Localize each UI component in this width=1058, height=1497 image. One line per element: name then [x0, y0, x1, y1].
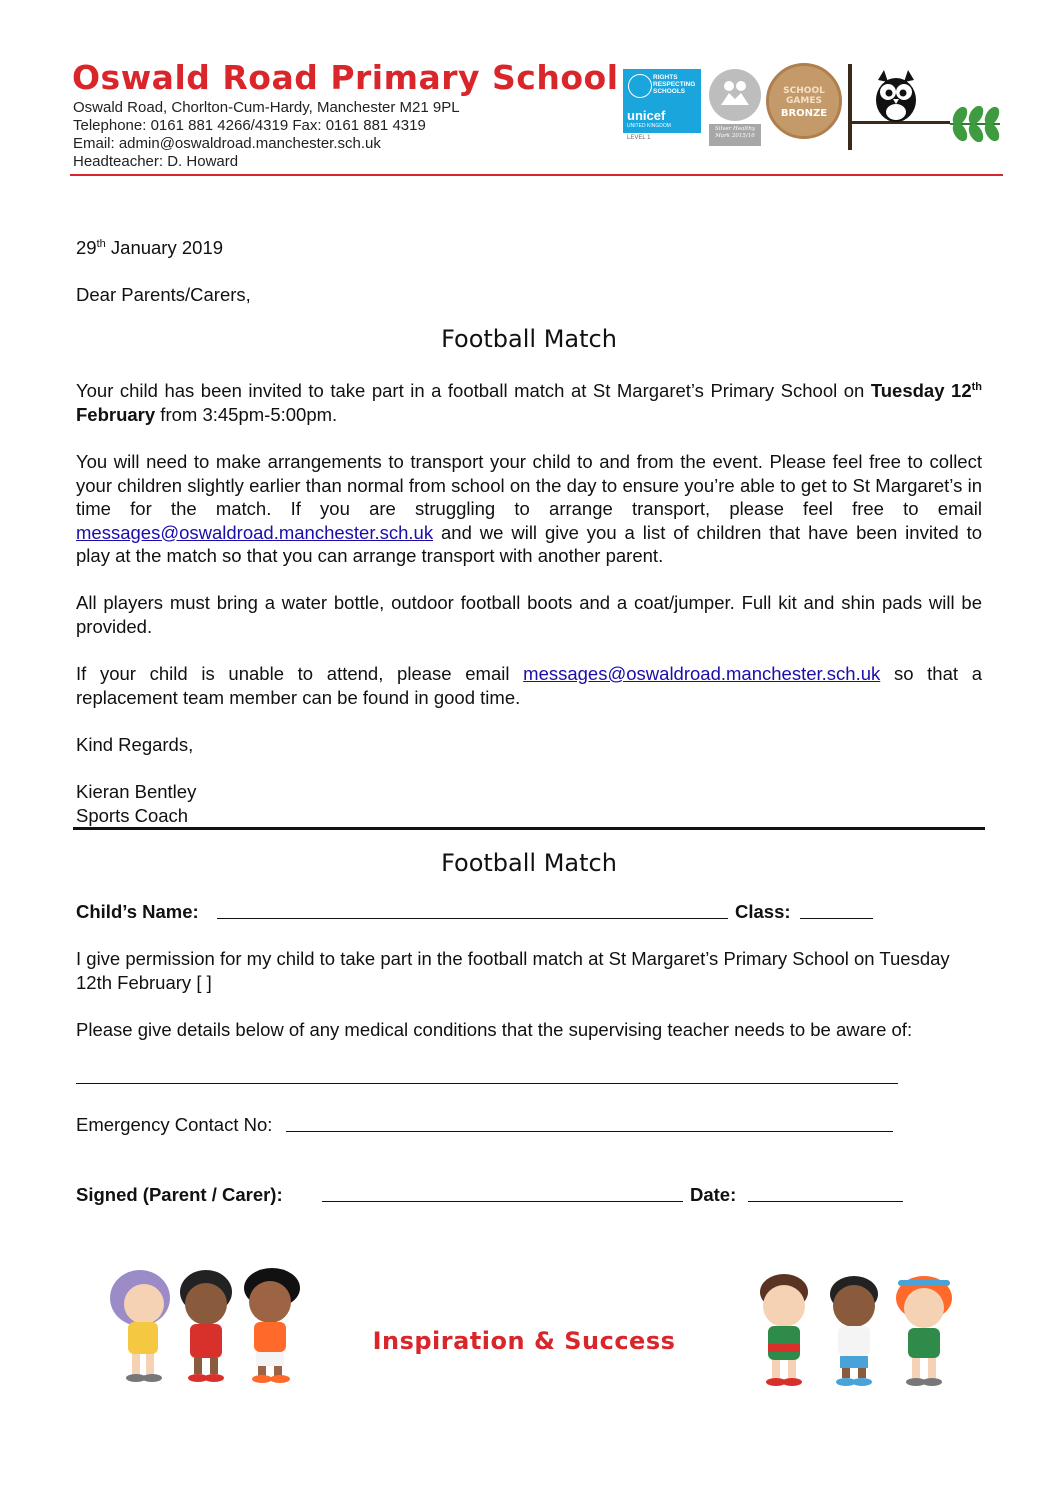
paragraph-equipment: All players must bring a water bottle, outdoor football boots and a coat/jumper. Full kit and shin pads will be provided.: [76, 592, 982, 637]
slip-title: Football Match: [441, 849, 617, 877]
leaves-icon: [946, 102, 1004, 142]
email-link[interactable]: messages@oswaldroad.manchester.sch.uk: [523, 663, 881, 684]
child-name-label: Child’s Name:: [76, 901, 199, 922]
header-rule: [70, 174, 1003, 176]
emergency-field[interactable]: [286, 1131, 893, 1132]
closing: Kind Regards,: [76, 734, 194, 755]
permission-text: I give permission for my child to take part in the football match at St Margaret’s Primary School on Tuesday 12th February [ ]: [76, 948, 950, 993]
school-telephone: Telephone: 0161 881 4266/4319 Fax: 0161 881 4319: [73, 117, 426, 134]
emergency-label: Emergency Contact No:: [76, 1114, 273, 1135]
school-address: Oswald Road, Chorlton-Cum-Hardy, Manchester M21 9PL: [73, 99, 460, 116]
owl-icon: [866, 66, 926, 126]
letter-date: 29th January 2019: [76, 237, 224, 258]
people-icon: [709, 69, 761, 121]
paragraph-absence: If your child is unable to attend, please email messages@oswaldroad.manchester.sch.uk so that a replacement team member can be found in good time.: [76, 663, 982, 708]
letter-title: Football Match: [441, 325, 617, 353]
signed-label: Signed (Parent / Carer):: [76, 1184, 283, 1205]
signer-name: Kieran Bentley: [76, 781, 197, 802]
medical-field[interactable]: [76, 1083, 898, 1084]
school-headteacher: Headteacher: D. Howard: [73, 153, 239, 170]
badge-level: LEVEL 1: [627, 135, 651, 141]
paragraph-invitation: Your child has been invited to take part in a football match at St Margaret’s Primary School on Tuesday 12th February from 3:45pm-5:00pm.: [76, 380, 982, 425]
badge-text-unicef-sub: UNITED KINGDOM: [627, 123, 671, 129]
signer-role: Sports Coach: [76, 805, 189, 826]
email-link[interactable]: messages@oswaldroad.manchester.sch.uk: [76, 521, 434, 543]
footer-motto: Inspiration & Success: [372, 1327, 676, 1355]
class-label: Class:: [735, 901, 791, 922]
medical-text: Please give details below of any medical conditions that the supervising teacher needs to be aware of:: [76, 1019, 913, 1040]
school-games-badge: [766, 63, 842, 139]
children-illustration-right: [748, 1266, 966, 1390]
class-field[interactable]: [800, 918, 873, 919]
healthy-schools-badge: [709, 69, 761, 121]
salutation: Dear Parents/Carers,: [76, 284, 251, 305]
games-badge-bottom: BRONZE: [780, 108, 828, 119]
badge-text-rights: RIGHTS RESPECTING SCHOOLS: [653, 74, 696, 95]
children-illustration-left: [96, 1262, 312, 1386]
paragraph-transport: You will need to make arrangements to transport your child to and from the event. Please feel free to collect your children slightly earlier than normal from school on the day to ensure you’re able to get to St Margaret’s in time for the match. If you are struggling to arrange transport, please feel free to email messages@oswaldroad.manchester.sch.uk and we will give you a list of children that have been invited to play at the match so that you can arrange transport with another parent.: [76, 451, 982, 566]
branch-post: [848, 64, 852, 150]
globe-icon: [628, 74, 652, 98]
child-name-field[interactable]: [217, 918, 728, 919]
badge-text-unicef: unicef: [627, 108, 666, 123]
date-label: Date:: [690, 1184, 737, 1205]
silver-mark-label: Silver Healthy Mark 2015/16: [709, 124, 761, 146]
date-field[interactable]: [748, 1201, 903, 1202]
rights-respecting-badge: [623, 69, 701, 133]
school-name: Oswald Road Primary School: [72, 58, 619, 97]
slip-divider: [73, 827, 985, 830]
games-badge-top: SCHOOL GAMES: [783, 86, 825, 106]
school-email: Email: admin@oswaldroad.manchester.sch.uk: [73, 135, 381, 152]
signature-field[interactable]: [322, 1201, 683, 1202]
